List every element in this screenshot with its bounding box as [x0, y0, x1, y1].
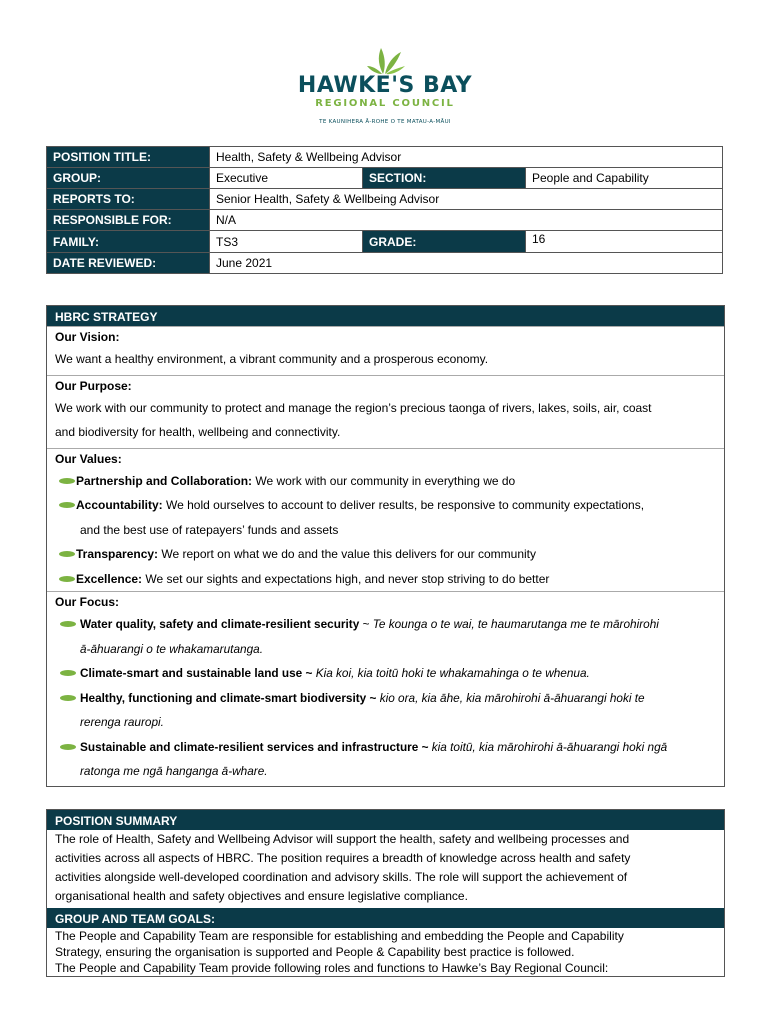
- value-item: [55, 542, 716, 567]
- summary-line: organisational health and safety objectives and ensure legislative compliance.: [55, 889, 468, 903]
- focus-item: [55, 686, 716, 711]
- reviewed-label: DATE REVIEWED:: [47, 253, 210, 274]
- logo-sub: REGIONAL COUNCIL: [315, 98, 455, 109]
- leaf-bullet-icon: [60, 744, 76, 750]
- focus-maori-cont: ratonga me ngā hanganga ā-whare.: [80, 764, 268, 778]
- value-title: Excellence:: [76, 571, 143, 586]
- summary-line: The role of Health, Safety and Wellbeing Advisor will support the health, safety and wellbeing processes and: [55, 832, 630, 846]
- responsible-value: N/A: [210, 210, 723, 231]
- focus-maori-cont: rerenga rauropi.: [80, 715, 164, 729]
- goals-header: GROUP AND TEAM GOALS:: [47, 908, 724, 928]
- table-row: [47, 189, 723, 210]
- focus-maori: Te kounga o te wai, te haumarutanga me te mārohirohi: [372, 617, 659, 631]
- reports-label: REPORTS TO:: [47, 189, 210, 210]
- value-text: We work with our community in everything we do: [252, 473, 516, 488]
- values-heading: Our Values:: [55, 451, 122, 466]
- goals-line: The People and Capability Team are responsible for establishing and embedding the People and Capability: [55, 929, 624, 943]
- value-title: Partnership and Collaboration:: [76, 473, 253, 488]
- leaf-bullet-icon: [60, 670, 76, 676]
- focus-title: Climate-smart and sustainable land use ~: [80, 666, 313, 680]
- group-value: Executive: [210, 168, 363, 189]
- logo-name: HAWKE'S BAY: [297, 73, 473, 98]
- purpose-text-2: and biodiversity for health, wellbeing and connectivity.: [55, 425, 341, 439]
- value-item: [55, 493, 716, 518]
- value-item: [55, 469, 716, 494]
- goals-line: The People and Capability Team provide following roles and functions to Hawke’s Bay Regional Council:: [55, 961, 609, 975]
- leaf-logo-icon: [363, 44, 407, 76]
- table-row: [47, 231, 723, 253]
- summary-text: [47, 830, 724, 908]
- vision-heading: Our Vision:: [55, 330, 120, 344]
- focus-heading: Our Focus:: [55, 595, 120, 609]
- table-row: [47, 147, 723, 168]
- focus-maori: kia toitū, kia mārohirohi ā-āhuarangi hoki ngā: [431, 739, 668, 754]
- focus-title: Healthy, functioning and climate-smart biodiversity ~: [80, 690, 377, 705]
- value-text: We report on what we do and the value this delivers for our community: [158, 547, 537, 561]
- purpose-text-1: We work with our community to protect and manage the region’s precious taonga of rivers, lakes, soils, air, coast: [55, 400, 652, 415]
- summary-header: POSITION SUMMARY: [47, 810, 724, 830]
- reports-value: Senior Health, Safety & Wellbeing Advisor: [210, 189, 723, 210]
- position-table: [46, 146, 723, 274]
- hbrc-logo: [0, 44, 770, 125]
- vision-section: [47, 326, 724, 375]
- value-text: We set our sights and expectations high, and never stop striving to do better: [142, 571, 550, 586]
- focus-maori-cont: ā-āhuarangi o te whakamarutanga.: [80, 641, 263, 656]
- vision-text: We want a healthy environment, a vibrant community and a prosperous economy.: [55, 352, 489, 366]
- table-row: [47, 168, 723, 189]
- focus-item: [55, 661, 716, 686]
- strategy-header: HBRC STRATEGY: [47, 306, 724, 326]
- focus-sep: ~: [359, 617, 373, 631]
- summary-line: activities alongside well-developed coordination and advisory skills. The role will support the achievement of: [55, 870, 628, 884]
- focus-item: [55, 612, 716, 637]
- leaf-bullet-icon: [60, 621, 76, 627]
- responsible-label: RESPONSIBLE FOR:: [47, 210, 210, 231]
- value-text-cont: and the best use of ratepayers’ funds and assets: [80, 522, 339, 537]
- logo-tagline: TE KAUNIHERA Ā-ROHE O TE MATAU-A-MĀUI: [319, 119, 451, 125]
- purpose-section: [47, 375, 724, 448]
- focus-maori: Kia koi, kia toitū hoki te whakamahinga o te whenua.: [315, 666, 590, 680]
- focus-item: [55, 735, 716, 760]
- value-item: [55, 567, 716, 592]
- leaf-bullet-icon: [59, 502, 75, 508]
- value-title: Accountability:: [76, 498, 163, 512]
- focus-title: Sustainable and climate-resilient services and infrastructure ~: [80, 739, 429, 754]
- focus-item-cont: [55, 637, 716, 662]
- grade-label: GRADE:: [363, 231, 526, 253]
- leaf-bullet-icon: [59, 478, 75, 484]
- focus-item-cont: [55, 710, 716, 735]
- focus-maori: kio ora, kia āhe, kia mārohirohi ā-āhuarangi hoki te: [379, 690, 645, 705]
- family-label: FAMILY:: [47, 231, 210, 253]
- title-label: POSITION TITLE:: [47, 147, 210, 168]
- table-row: [47, 253, 723, 274]
- summary-line: activities across all aspects of HBRC. The position requires a breadth of knowledge across health and safety: [55, 851, 631, 865]
- reviewed-value: June 2021: [210, 253, 723, 274]
- value-item-cont: [55, 518, 716, 543]
- family-value: TS3: [210, 231, 363, 253]
- purpose-heading: Our Purpose:: [55, 378, 132, 393]
- title-value: Health, Safety & Wellbeing Advisor: [210, 147, 723, 168]
- goals-text: [47, 928, 724, 976]
- strategy-box: [46, 305, 725, 787]
- grade-value: 16: [526, 231, 723, 253]
- leaf-bullet-icon: [59, 576, 75, 582]
- leaf-bullet-icon: [60, 695, 76, 701]
- focus-title: Water quality, safety and climate-resilient security: [80, 617, 360, 631]
- value-text: We hold ourselves to account to deliver results, be responsive to community expectations,: [162, 498, 645, 512]
- table-row: [47, 210, 723, 231]
- leaf-bullet-icon: [59, 551, 75, 557]
- focus-item-cont: [55, 759, 716, 786]
- group-label: GROUP:: [47, 168, 210, 189]
- section-value: People and Capability: [526, 168, 723, 189]
- focus-section: [47, 591, 724, 786]
- goals-line: Strategy, ensuring the organisation is supported and People & Capability best practice is followed.: [55, 945, 575, 959]
- values-section: [47, 448, 724, 592]
- section-label: SECTION:: [363, 168, 526, 189]
- summary-box: [46, 809, 725, 977]
- value-title: Transparency:: [76, 547, 159, 561]
